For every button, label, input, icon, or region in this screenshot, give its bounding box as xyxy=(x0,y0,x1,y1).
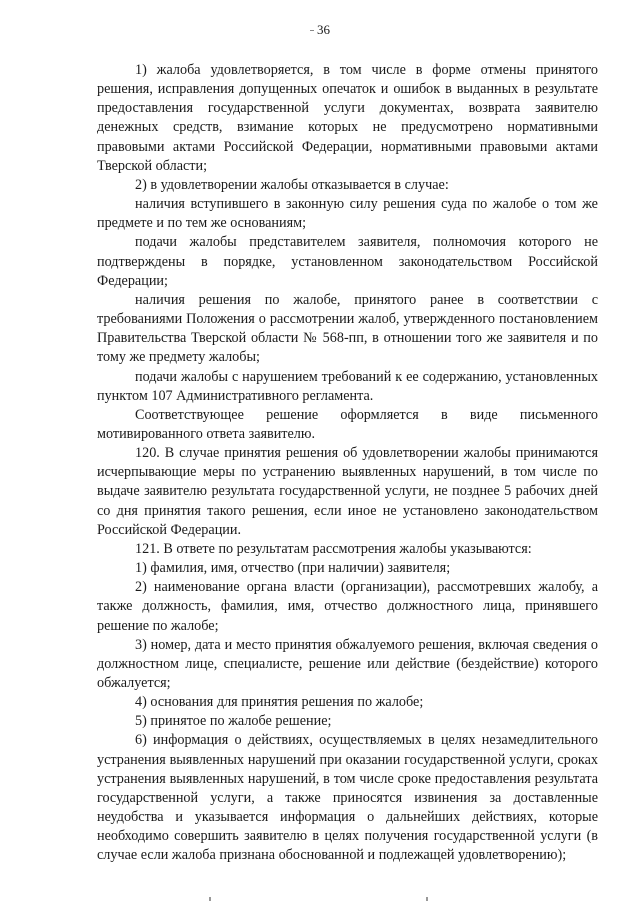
paragraph-8: 120. В случае принятия решения об удовлетворении жалобы принимаются исчерпывающие меры по устранению выявленных нарушений, в том числе по выдаче заявителю результата государственной услуги, не позднее 5 рабочих дней со дня принятия такого решения, если иное не установлено законодательством Российской Федерации. xyxy=(97,445,598,538)
page-number-text: 36 xyxy=(317,22,330,37)
paragraph-14: 5) принятое по жалобе решение; xyxy=(135,713,332,730)
page-number-tick xyxy=(310,30,314,32)
paragraph-11: 2) наименование органа власти (организации), рассмотревших жалобу, а также должность, фамилия, имя, отчество должностного лица, принявшего решение по жалобе; xyxy=(97,579,598,634)
page-number xyxy=(0,22,640,38)
document-body xyxy=(97,61,598,866)
paragraph-15: 6) информация о действиях, осуществляемых в целях незамедлительного устранения выявленных нарушений при оказании государственной услуги, сроках устранения выявленных нарушений, в том числе сроке предоставления результата государственной услуги, а также приносятся извинения за доставленные неудобства и указывается информация о дальнейших действиях, которые необходимо совершить заявителю в целях получения государственной услуги (в случае если жалоба признана обоснованной и подлежащей удовлетворению); xyxy=(97,732,598,864)
paragraph-10: 1) фамилия, имя, отчество (при наличии) заявителя; xyxy=(135,560,451,577)
scan-mark-right xyxy=(426,897,428,901)
paragraph-7: Соответствующее решение оформляется в виде письменного мотивированного ответа заявителю. xyxy=(97,406,598,442)
paragraph-6: подачи жалобы с нарушением требований к ее содержанию, установленных пунктом 107 Административного регламента. xyxy=(97,368,598,404)
paragraph-1: 1) жалоба удовлетворяется, в том числе в форме отмены принятого решения, исправления допущенных опечаток и ошибок в выданных в результате предоставления государственной услуги документах, возврата заявителю денежных средств, взимание которых не предусмотрено нормативными правовыми актами Российской Федерации, нормативными правовыми актами Тверской области; xyxy=(97,62,598,174)
paragraph-3: наличия вступившего в законную силу решения суда по жалобе о том же предмете и по тем же основаниям; xyxy=(97,196,598,232)
paragraph-5: наличия решения по жалобе, принятого ранее в соответствии с требованиями Положения о рассмотрении жалоб, утвержденного постановлением Правительства Тверской области № 568-пп, в отношении того же заявителя и по тому же предмету жалобы; xyxy=(97,291,598,366)
paragraph-4: подачи жалобы представителем заявителя, полномочия которого не подтверждены в порядке, установленном законодательством Российской Федерации; xyxy=(97,234,598,289)
paragraph-13: 4) основания для принятия решения по жалобе; xyxy=(135,694,424,711)
paragraph-2: 2) в удовлетворении жалобы отказывается в случае: xyxy=(135,176,449,193)
paragraph-9: 121. В ответе по результатам рассмотрения жалобы указываются: xyxy=(135,540,532,557)
scan-mark-left xyxy=(209,897,211,901)
paragraph-12: 3) номер, дата и место принятия обжалуемого решения, включая сведения о должностном лице, специалисте, решение или действие (бездействие) которого обжалуется; xyxy=(97,636,598,691)
